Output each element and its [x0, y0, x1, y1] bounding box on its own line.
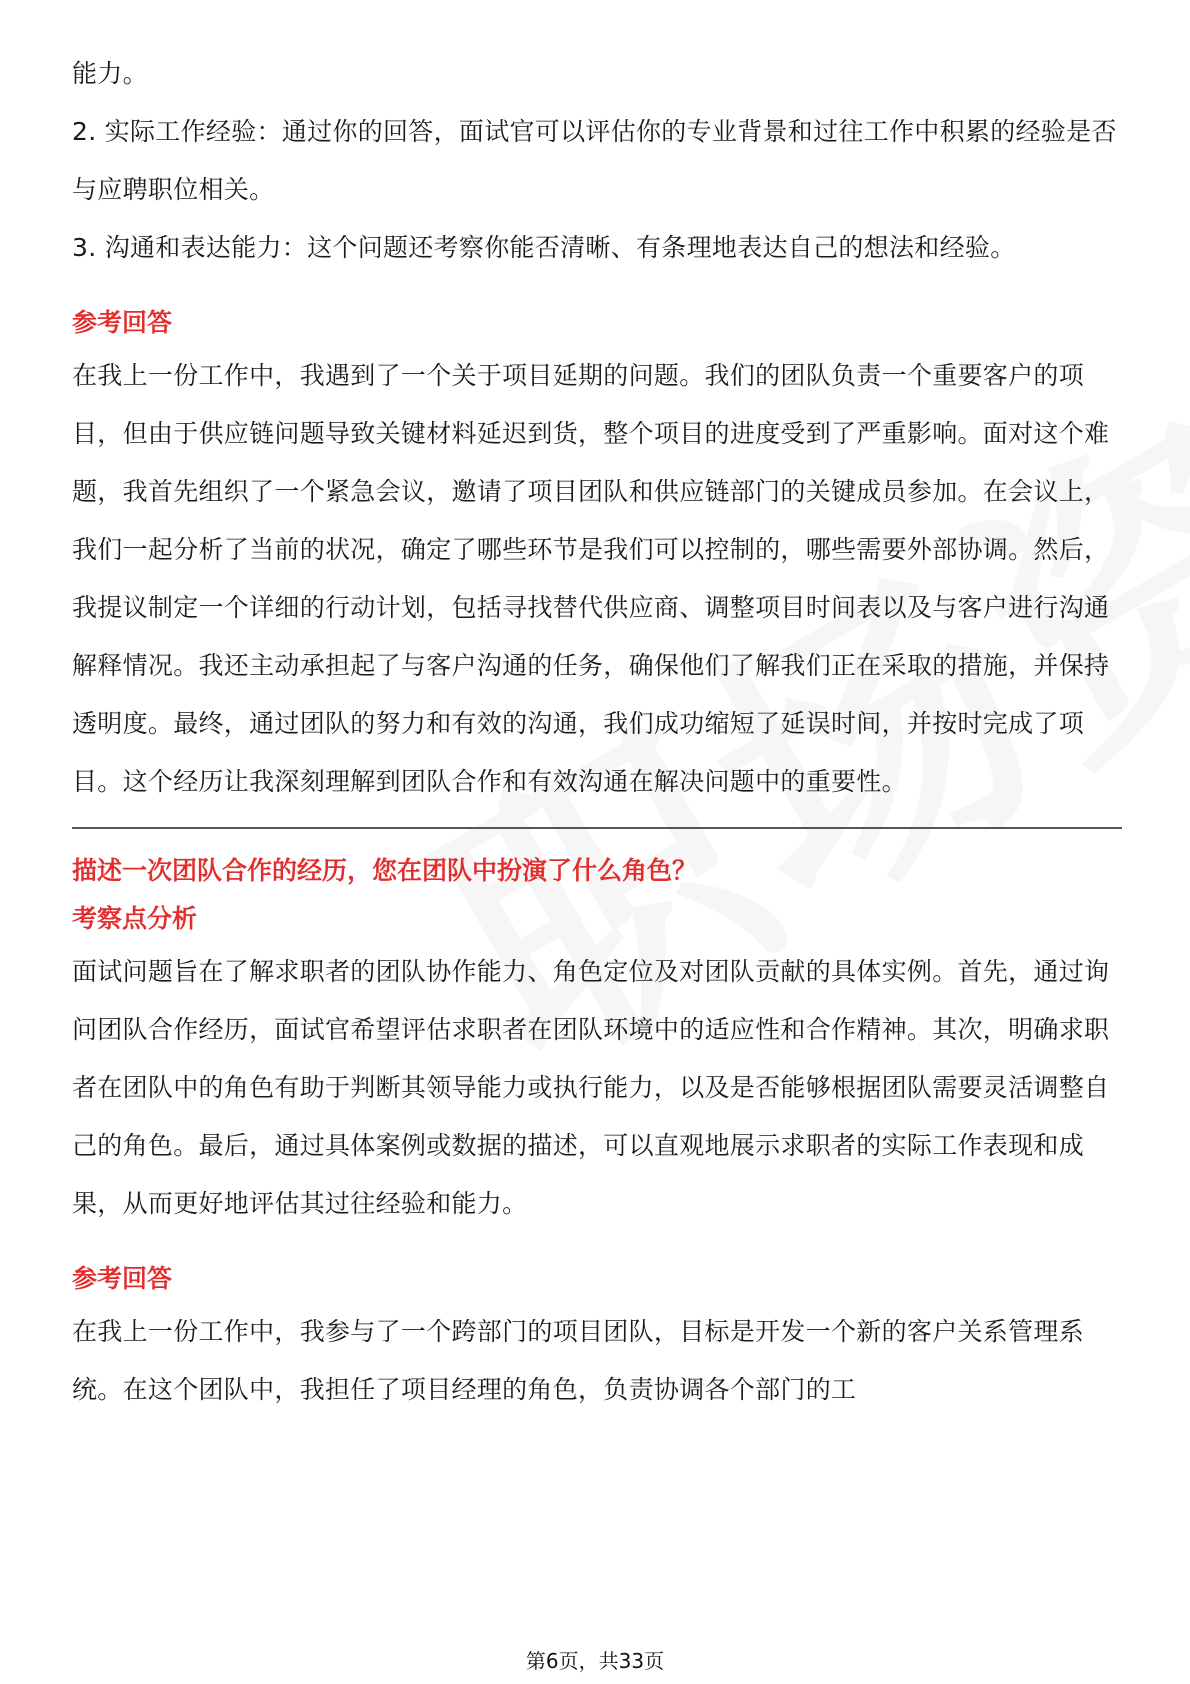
- list-item: 3. 沟通和表达能力：这个问题还考察你能否清晰、有条理地表达自己的想法和经验。: [72, 233, 1016, 262]
- page-content: [72, 45, 1122, 1419]
- answer-heading: 参考回答: [72, 1264, 173, 1293]
- page-number: 第6页，共33页: [525, 1649, 665, 1673]
- answer-paragraph: 在我上一份工作中，我遇到了一个关于项目延期的问题。我们的团队负责一个重要客户的项目，但由于供应链问题导致关键材料延迟到货，整个项目的进度受到了严重影响。面对这个难题，我首先组织了一个紧急会议，邀请了项目团队和供应链部门的关键成员参加。在会议上，我们一起分析了当前的状况，确定了哪些环节是我们可以控制的，哪些需要外部协调。然后，我提议制定一个详细的行动计划，包括寻找替代供应商、调整项目时间表以及与客户进行沟通解释情况。我还主动承担起了与客户沟通的任务，确保他们了解我们正在采取的措施，并保持透明度。最终，通过团队的努力和有效的沟通，我们成功缩短了延误时间，并按时完成了项目。这个经历让我深刻理解到团队合作和有效沟通在解决问题中的重要性。: [72, 361, 1110, 796]
- analysis-heading: 考察点分析: [72, 904, 198, 933]
- analysis-paragraph: 面试问题旨在了解求职者的团队协作能力、角色定位及对团队贡献的具体实例。首先，通过询问团队合作经历，面试官希望评估求职者在团队环境中的适应性和合作精神。其次，明确求职者在团队中的角色有助于判断其领导能力或执行能力，以及是否能够根据团队需要灵活调整自己的角色。最后，通过具体案例或数据的描述，可以直观地展示求职者的实际工作表现和成果，从而更好地评估其过往经验和能力。: [72, 957, 1110, 1218]
- answer-paragraph: 在我上一份工作中，我参与了一个跨部门的项目团队，目标是开发一个新的客户关系管理系统。在这个团队中，我担任了项目经理的角色，负责协调各个部门的工: [72, 1317, 1085, 1404]
- list-item: 2. 实际工作经验：通过你的回答，面试官可以评估你的专业背景和过往工作中积累的经验是否与应聘职位相关。: [72, 117, 1117, 204]
- question-title: 描述一次团队合作的经历，您在团队中扮演了什么角色？: [72, 856, 698, 885]
- answer-heading: 参考回答: [72, 308, 173, 337]
- section-divider: [72, 827, 1122, 829]
- continuation-text: 能力。: [72, 59, 148, 88]
